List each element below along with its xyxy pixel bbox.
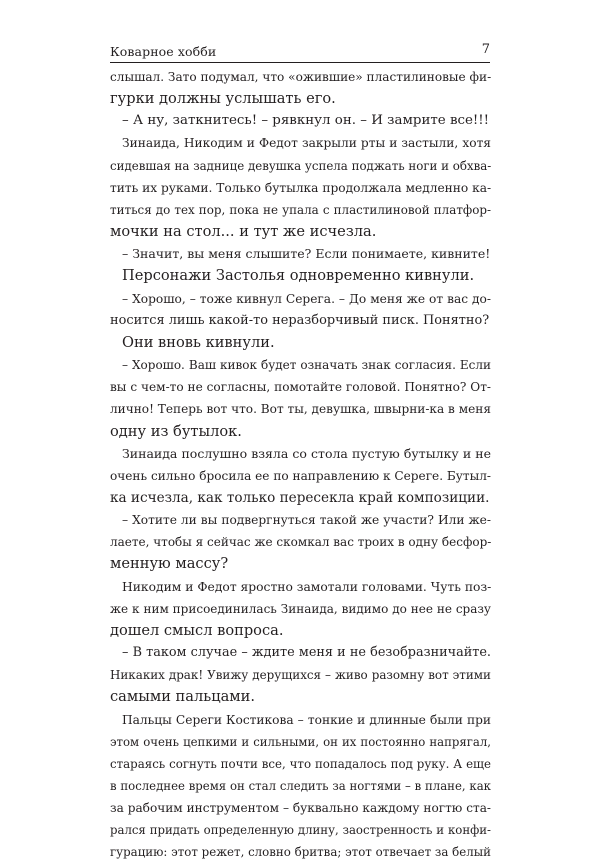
- text-line: слышал. Зато подумал, что «ожившие» пластилиновые фи-: [110, 70, 492, 84]
- text-line: Персонажи Застолья одновременно кивнули.: [122, 267, 475, 285]
- page-header: [110, 40, 490, 63]
- text-line: очень сильно бросила ее по направлению к Сереге. Бутыл-: [110, 468, 491, 483]
- running-title: Коварное хобби: [110, 44, 217, 59]
- text-line: стараясь согнуть почти все, что попадалось под руку. А еще: [110, 756, 491, 771]
- text-line: – В таком случае – ждите меня и не безобразничайте.: [122, 645, 491, 661]
- text-line: Они вновь кивнули.: [122, 333, 275, 351]
- text-line: вы с чем-то не согласны, помотайте головой. Понятно? От-: [110, 380, 491, 395]
- text-line: сидевшая на заднице девушка успела поджать ноги и обхва-: [110, 158, 492, 173]
- text-line: Никодим и Федот яростно замотали головами. Чуть поз-: [122, 579, 492, 594]
- text-line: в последнее время он стал следить за ногтями – в плане, как: [110, 779, 491, 793]
- text-line: Зинаида послушно взяла со стола пустую бутылку и не: [122, 445, 491, 461]
- text-line: одну из бутылок.: [110, 422, 242, 440]
- text-line: дошел смысл вопроса.: [110, 621, 284, 639]
- body-text: [110, 66, 491, 864]
- text-line: гурацию: этот режет, словно бритва; этот отвечает за белый: [110, 845, 491, 860]
- text-line: самыми пальцами.: [110, 688, 256, 706]
- text-line: мочки на стол... и тут же исчезла.: [110, 223, 377, 241]
- text-line: носится лишь какой-то неразборчивый писк. Понятно?: [110, 312, 490, 328]
- text-line: – Хорошо. Ваш кивок будет означать знак согласия. Если: [122, 358, 491, 373]
- text-line: лично! Теперь вот что. Вот ты, девушка, швырни-ка в меня: [110, 402, 491, 417]
- text-line: – Хотите ли вы подвергнуться такой же участи? Или же-: [122, 513, 491, 528]
- text-line: титься до тех пор, пока не упала с пластилиновой платфор-: [110, 202, 491, 217]
- text-line: же к ним присоединилась Зинаида, видимо до нее не сразу: [110, 601, 491, 616]
- text-line: – А ну, заткнитесь! – рявкнул он. – И замрите все!!!: [122, 113, 490, 129]
- text-line: ка исчезла, как только пересекла край композиции.: [110, 489, 490, 506]
- text-line: лаете, чтобы я сейчас же скомкал вас троих в одну бесфор-: [110, 535, 492, 550]
- text-line: – Значит, вы меня слышите? Если понимаете, кивните!: [122, 246, 491, 262]
- page-number: 7: [481, 42, 490, 57]
- text-line: рался придать определенную длину, заостренность и конфи-: [110, 823, 491, 838]
- text-line: Зинаида, Никодим и Федот закрыли рты и застыли, хотя: [122, 136, 491, 151]
- text-line: этом очень цепкими и сильными, он их постоянно напрягал,: [110, 734, 491, 749]
- text-line: Пальцы Сереги Костикова – тонкие и длинные были при: [122, 712, 491, 727]
- text-line: за рабочим инструментом – буквально каждому ногтю ста-: [110, 801, 491, 816]
- text-line: – Хорошо, – тоже кивнул Серега. – До меня же от вас до-: [122, 291, 491, 306]
- text-line: Никаких драк! Увижу дерущихся – живо разомну вот этими: [110, 668, 491, 683]
- text-line: гурки должны услышать его.: [110, 90, 336, 108]
- text-line: менную массу?: [110, 555, 229, 573]
- text-line: тить их руками. Только бутылка продолжала медленно ка-: [110, 180, 492, 195]
